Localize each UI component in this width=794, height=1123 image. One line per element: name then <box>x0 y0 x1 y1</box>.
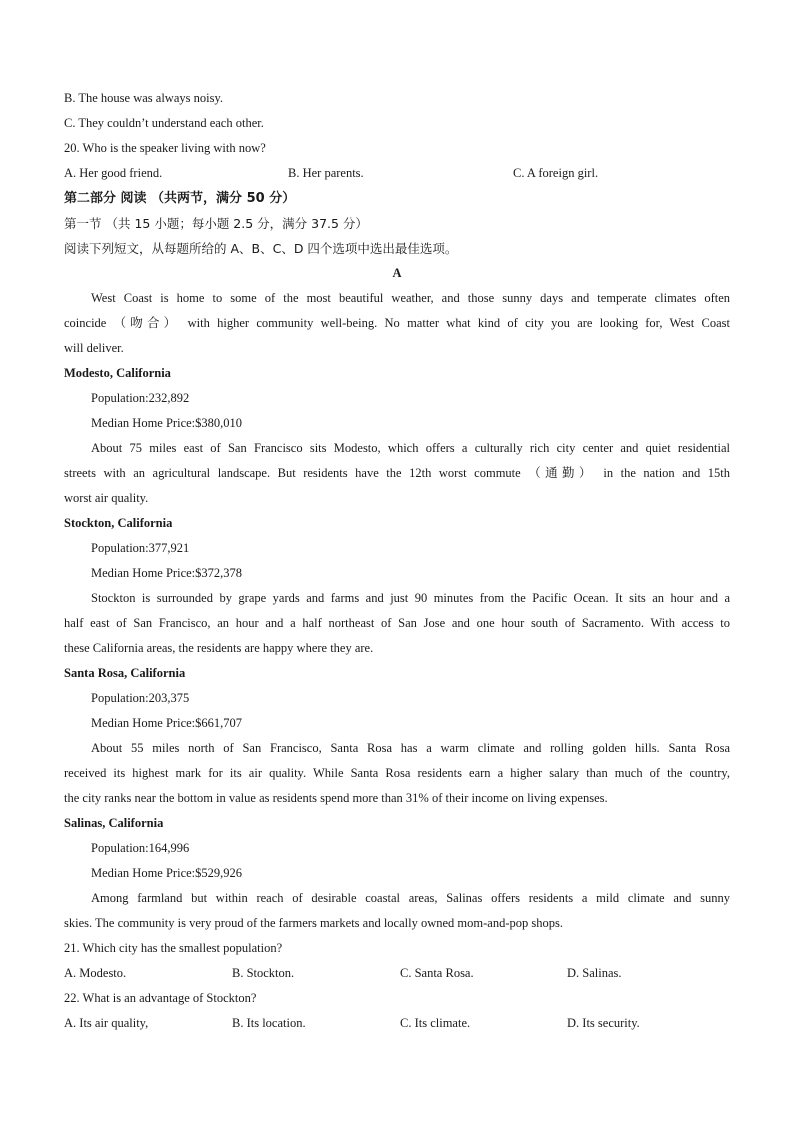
section-title: 第二部分 阅读 （共两节，满分 50 分） <box>64 191 296 206</box>
modesto-text-2: streets with an agricultural landscape. But residents have the 12th worst commute （通勤） in the nation and 15th <box>64 466 730 480</box>
q22-option-b: B. Its location. <box>232 1016 306 1030</box>
salinas-text-1: Among farmland but within reach of desirable coastal areas, Salinas offers residents a mild climate and sunny <box>91 891 730 905</box>
q19-option-c: C. They couldn’t understand each other. <box>64 116 264 130</box>
stockton-price: Median Home Price:$372,378 <box>91 566 243 580</box>
city-heading-santa-rosa: Santa Rosa, California <box>64 666 186 680</box>
q22-option-d: D. Its security. <box>567 1016 640 1030</box>
q22-options <box>64 1011 730 1036</box>
intro-line-2: coincide （吻合） with higher community well-being. No matter what kind of city you are looking for, West Coast <box>64 316 730 330</box>
section-instruction: 阅读下列短文，从每题所给的 A、B、C、D 四个选项中选出最佳选项。 <box>64 241 458 256</box>
modesto-population: Population:232,892 <box>91 391 190 405</box>
salinas-text-2: skies. The community is very proud of the farmers markets and locally owned mom-and-pop shops. <box>64 916 563 930</box>
modesto-text-3: worst air quality. <box>64 491 149 505</box>
stockton-text-1: Stockton is surrounded by grape yards and farms and just 90 minutes from the Pacific Ocean. It sits an hour and a <box>91 591 730 605</box>
q20-option-b: B. Her parents. <box>288 166 364 180</box>
city-heading-modesto: Modesto, California <box>64 366 171 380</box>
santa-rosa-price: Median Home Price:$661,707 <box>91 716 243 730</box>
q21-option-c: C. Santa Rosa. <box>400 966 474 980</box>
salinas-population: Population:164,996 <box>91 841 190 855</box>
city-heading-stockton: Stockton, California <box>64 516 173 530</box>
santa-rosa-population: Population:203,375 <box>91 691 190 705</box>
santa-rosa-text-3: the city ranks near the bottom in value as residents spend more than 31% of their income on living expenses. <box>64 791 608 805</box>
stockton-population: Population:377,921 <box>91 541 190 555</box>
stockton-text-3: these California areas, the residents are happy where they are. <box>64 641 374 655</box>
city-heading-salinas: Salinas, California <box>64 816 164 830</box>
passage-label: A <box>392 266 402 280</box>
q20-question: 20. Who is the speaker living with now? <box>64 141 266 155</box>
section-subtitle: 第一节 （共 15 小题；每小题 2.5 分，满分 37.5 分） <box>64 216 368 231</box>
q21-option-b: B. Stockton. <box>232 966 295 980</box>
salinas-price: Median Home Price:$529,926 <box>91 866 243 880</box>
exam-page <box>64 86 730 1036</box>
q21-option-a: A. Modesto. <box>64 966 127 980</box>
intro-line-1: West Coast is home to some of the most beautiful weather, and those sunny days and temperate climates often <box>91 291 730 305</box>
intro-line-3: will deliver. <box>64 341 124 355</box>
q22-option-c: C. Its climate. <box>400 1016 471 1030</box>
modesto-text-1: About 75 miles east of San Francisco sits Modesto, which offers a culturally rich city center and quiet residential <box>91 441 730 455</box>
q20-option-a: A. Her good friend. <box>64 166 163 180</box>
q22-option-a: A. Its air quality, <box>64 1016 149 1030</box>
q20-option-c: C. A foreign girl. <box>513 166 599 180</box>
q21-options <box>64 961 730 986</box>
q20-options <box>64 161 730 186</box>
santa-rosa-text-1: About 55 miles north of San Francisco, Santa Rosa has a warm climate and rolling golden hills. Santa Rosa <box>91 741 730 755</box>
stockton-text-2: half east of San Francisco, an hour and a half northeast of San Jose and one hour south of Sacramento. With access to <box>64 616 730 630</box>
q19-option-b: B. The house was always noisy. <box>64 91 224 105</box>
q21-question: 21. Which city has the smallest population? <box>64 941 283 955</box>
q21-option-d: D. Salinas. <box>567 966 622 980</box>
q22-question: 22. What is an advantage of Stockton? <box>64 991 257 1005</box>
santa-rosa-text-2: received its highest mark for its air quality. While Santa Rosa residents earn a higher salary than much of the country, <box>64 766 730 780</box>
modesto-price: Median Home Price:$380,010 <box>91 416 243 430</box>
